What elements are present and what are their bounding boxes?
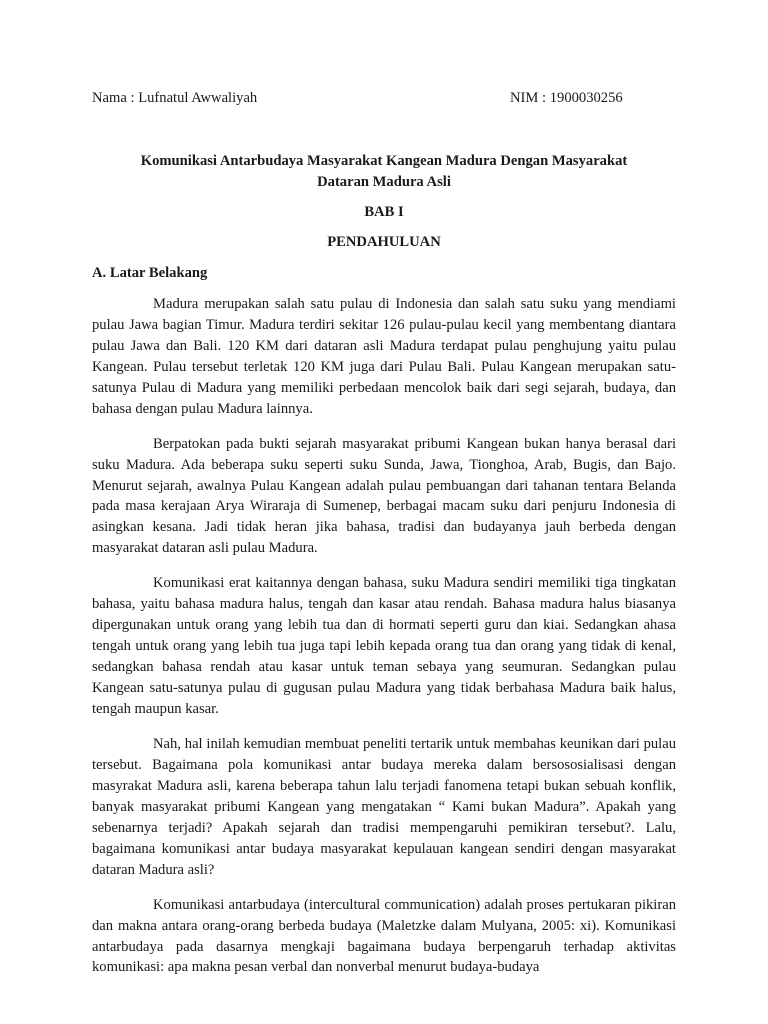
document-title-line-2: Dataran Madura Asli [317,174,451,190]
paragraph: Madura merupakan salah satu pulau di Indonesia dan salah satu suku yang mendiami pulau Jawa bagian Timur. Madura terdiri sekitar 126 pulau-pulau kecil yang membentang diantara pulau Jawa dan Bali. 120 KM dari dataran asli Madura terdapat pulau penghujung yaitu pulau Kangean. Pulau tersebut terletak 120 KM juga dari Pulau Bali. Pulau Kangean merupakan satu-satunya Pulau di Madura yang memiliki perbedaan mencolok baik dari segi sejarah, budaya, dan bahasa dengan pulau Madura lainnya. [92,296,676,417]
body-text [92,294,676,993]
chapter-number: BAB I [364,204,404,220]
document-title-line-1: Komunikasi Antarbudaya Masyarakat Kangean Madura Dengan Masyarakat [140,153,628,169]
student-info-row [92,88,682,108]
document-title [92,151,676,193]
paragraph: Komunikasi antarbudaya (intercultural communication) adalah proses pertukaran pikiran dan makna antara orang-orang berbeda budaya (Maletzke dalam Mulyana, 2005: xi). Komunikasi antarbudaya pada dasarnya mengkaji bagaimana budaya berpengaruh terhadap aktivitas komunikasi: apa makna pesan verbal dan nonverbal menurut budaya-budaya [92,896,676,976]
paragraph: Berpatokan pada bukti sejarah masyarakat pribumi Kangean bukan hanya berasal dari suku Madura. Ada beberapa suku seperti suku Sunda, Jawa, Tionghoa, Arab, Bugis, dan Bajo. Menurut sejarah, awalnya Pulau Kangean adalah pulau pembuangan dari tahanan tentara Belanda pada masa kerajaan Arya Wiraraja di Sumenep, berbagai macam suku dari penjuru Indonesia di asingkan kesana. Jadi tidak heran jika bahasa, tradisi dan budayanya jauh berbeda dengan masyarakat dataran asli pulau Madura. [92,435,676,557]
student-nim: NIM : 1900030256 [510,90,623,106]
student-name: Nama : Lufnatul Awwaliyah [92,90,258,106]
paragraph: Komunikasi erat kaitannya dengan bahasa, suku Madura sendiri memiliki tiga tingkatan bahasa, yaitu bahasa madura halus, tengah dan kasar atau rendah. Bahasa madura halus biasanya dipergunakan untuk orang yang lebih tua dan di hormati seperti guru dan kiai. Sedangkan ahasa tengah untuk orang yang lebih tua juga tapi lebih kepada orang tua dan orang yang tidak di kenal, sedangkan bahasa rendah atau kasar untuk teman sebaya yang seumuran. Sedangkan pulau Kangean satu-satunya pulau di gugusan pulau Madura yang tidak berbahasa Madura baik halus, tengah maupun kasar. [92,575,676,717]
chapter-title: PENDAHULUAN [327,234,441,250]
section-heading: A. Latar Belakang [92,265,208,281]
paragraph: Nah, hal inilah kemudian membuat peneliti tertarik untuk membahas keunikan dari pulau tersebut. Bagaimana pola komunikasi antar budaya mereka dalam bersososialisasi dengan masyrakat Madura asli, karena beberapa tahun lalu terjadi fanomena tetapi bukan sebuah konflik, banyak masyarakat pribumi Kangean yang mengatakan “ Kami bukan Madura”. Apakah yang sebenarnya terjadi? Apakah sejarah dan tradisi mempengaruhi pemikiran tersebut?. Lalu, bagaimana komunikasi antar budaya masyarakat kepulauan kangean sendiri dengan masyarakat dataran Madura asli? [92,736,676,878]
